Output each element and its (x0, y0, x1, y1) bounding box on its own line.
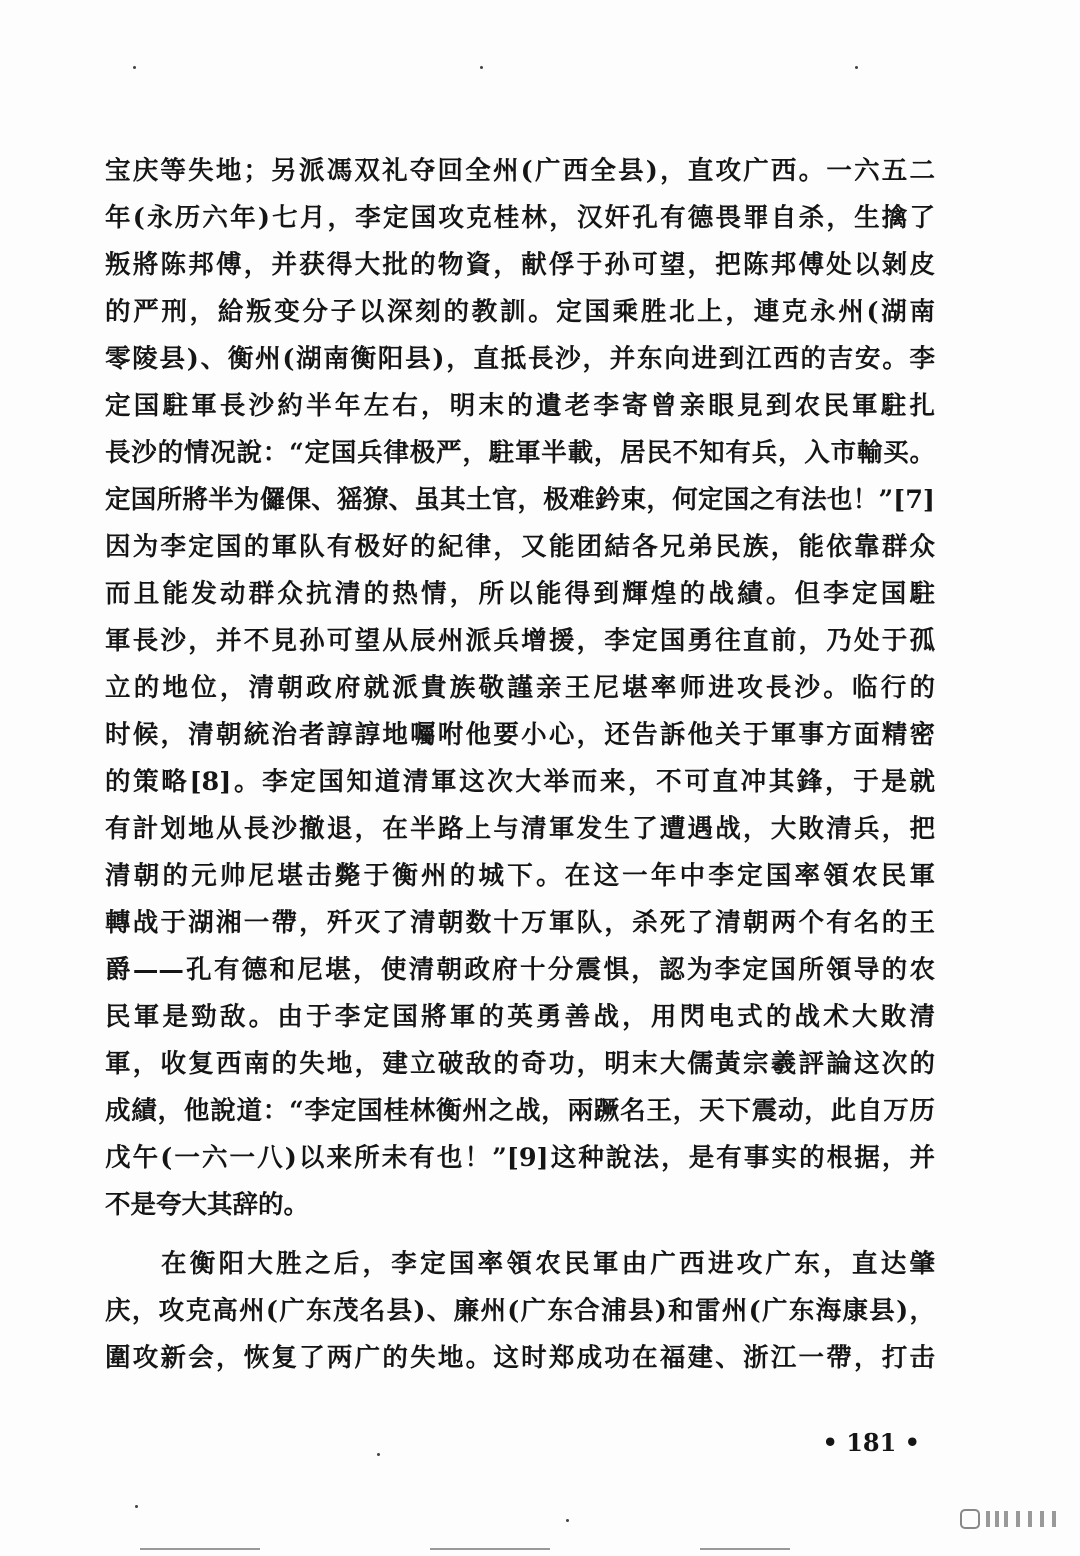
text-line: 民軍是勁敌。由于李定国將軍的英勇善战，用閃电式的战术大敗清 (105, 1002, 935, 1032)
paragraph-end-line: 不是夸大其辞的。 (105, 1190, 310, 1220)
text-line: 成績，他說道：“李定国桂林衡州之战，兩蹶名王，天下震动，此自万历 (105, 1096, 935, 1126)
text-line: 長沙的情况說：“定国兵律极严，駐軍半載，居民不知有兵，入市輸买。 (105, 438, 935, 468)
text-line: 有計划地从長沙撤退，在半路上与清軍发生了遭遇战，大敗清兵，把 (105, 814, 935, 844)
text-line: 叛將陈邦傅，并获得大批的物資，献俘于孙可望，把陈邦傅处以剝皮 (105, 250, 935, 280)
text-line: 的策略[8]。李定国知道清軍这次大举而来，不可直冲其鋒，于是就 (105, 767, 935, 797)
text-line: 清朝的元帅尼堪击斃于衡州的城下。在这一年中李定国率領农民軍 (105, 861, 935, 891)
text-line: 戊午(一六一八)以来所未有也！”[9]这种說法，是有事实的根据，并 (105, 1143, 935, 1173)
text-line: 时候，清朝統治者諄諄地囑咐他要小心，还告訴他关于軍事方面精密 (105, 720, 935, 750)
text-line: 圍攻新会，恢复了两广的失地。这时郑成功在福建、浙江一帶，打击 (105, 1343, 935, 1373)
scan-speck (566, 1519, 569, 1522)
text-line: 因为李定国的軍队有极好的紀律，又能团結各兄弟民族，能依靠群众 (105, 532, 935, 562)
text-line: 而且能发动群众抗清的热情，所以能得到輝煌的战績。但李定国駐 (105, 579, 935, 609)
scan-edge-line (700, 1548, 790, 1550)
scan-edge-line (430, 1548, 550, 1550)
text-line: 轉战于湖湘一帶，歼灭了清朝数十万軍队，杀死了清朝两个有名的王 (105, 908, 935, 938)
text-line: 定国駐軍長沙約半年左右，明末的遺老李寄曾亲眼見到农民軍駐扎 (105, 391, 935, 421)
page-number: • 181 • (822, 1428, 920, 1457)
watermark-logo (960, 1508, 1070, 1530)
scan-speck (855, 66, 858, 69)
text-line: 軍，收复西南的失地，建立破敌的奇功，明末大儒黃宗羲評論这次的 (105, 1049, 935, 1079)
text-line: 宝庆等失地；另派馮双礼夺回全州(广西全县)，直攻广西。一六五二 (105, 156, 935, 186)
text-line: 年(永历六年)七月，李定国攻克桂林，汉奸孔有德畏罪自杀，生擒了 (105, 203, 935, 233)
body-text (105, 148, 935, 1382)
text-line: 零陵县)、衡州(湖南衡阳县)，直抵長沙，并东向进到江西的吉安。李 (105, 344, 935, 374)
text-line: 的严刑，給叛变分子以深刻的教訓。定国乘胜北上，連克永州(湖南 (105, 297, 935, 327)
paragraph-gap (105, 1229, 935, 1241)
scan-speck (133, 66, 136, 69)
text-line: 定国所將半为儸倮、猺獠、虽其土官，极难鈐束，何定国之有法也！”[7] (105, 485, 935, 515)
scan-speck (480, 66, 483, 69)
scan-speck (135, 1505, 138, 1508)
text-line: 庆，攻克高州(广东茂名县)、廉州(广东合浦县)和雷州(广东海康县)， (105, 1296, 935, 1326)
text-line: 爵——孔有德和尼堪，使清朝政府十分震惧，認为李定国所領导的农 (105, 955, 935, 985)
scan-edge-line (140, 1548, 260, 1550)
text-line: 軍長沙，并不見孙可望从辰州派兵增援，李定国勇往直前，乃处于孤 (105, 626, 935, 656)
scan-speck (377, 1453, 380, 1456)
text-line: 立的地位，清朝政府就派貴族敬謹亲王尼堪率师进攻長沙。临行的 (105, 673, 935, 703)
paragraph-start-line: 在衡阳大胜之后，李定国率領农民軍由广西进攻广东，直达肇 (161, 1249, 935, 1279)
